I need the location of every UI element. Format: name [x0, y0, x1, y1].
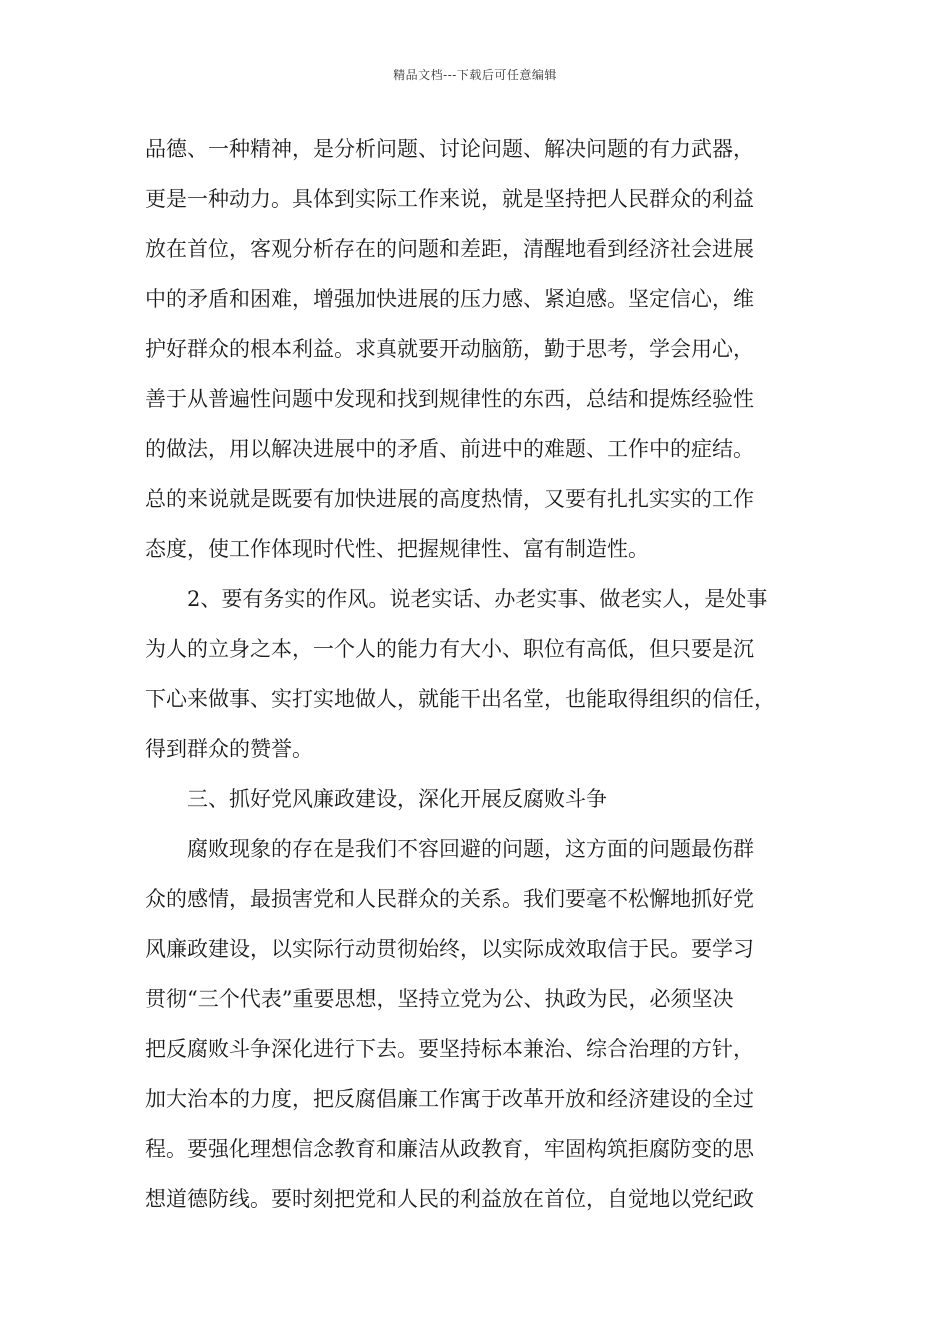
page-header: 精品文档---下载后可任意编辑 — [393, 68, 557, 82]
text-line: 贯彻“三个代表”重要思想，坚持立党为公、执政为民，必须坚决 — [145, 987, 734, 1011]
text-line: 加大治本的力度，把反腐倡廉工作寓于改革开放和经济建设的全过 — [145, 1087, 754, 1111]
text-line: 得到群众的赞誉。 — [145, 737, 313, 761]
section-heading: 三、抓好党风廉政建设，深化开展反腐败斗争 — [187, 787, 607, 811]
text-line: 为人的立身之本，一个人的能力有大小、职位有高低，但只要是沉 — [145, 637, 754, 661]
text-line: 放在首位，客观分析存在的问题和差距，清醒地看到经济社会进展 — [145, 237, 754, 261]
text-line: 更是一种动力。具体到实际工作来说，就是坚持把人民群众的利益 — [145, 187, 754, 211]
text-line: 总的来说就是既要有加快进展的高度热情，又要有扎扎实实的工作 — [145, 487, 754, 511]
text-line: 众的感情，最损害党和人民群众的关系。我们要毫不松懈地抓好党 — [145, 887, 754, 911]
paragraph-start-line: 腐败现象的存在是我们不容回避的问题，这方面的问题最伤群 — [187, 837, 754, 861]
text-line: 中的矛盾和困难，增强加快进展的压力感、紧迫感。坚定信心，维 — [145, 287, 754, 311]
text-line: 想道德防线。要时刻把党和人民的利益放在首位，自觉地以党纪政 — [145, 1187, 754, 1211]
text-line: 护好群众的根本利益。求真就要开动脑筋，勤于思考，学会用心， — [145, 337, 754, 361]
text-line: 的做法，用以解决进展中的矛盾、前进中的难题、工作中的症结。 — [145, 437, 754, 461]
paragraph-start-line: 2、要有务实的作风。说老实话、办老实事、做老实人，是处事 — [187, 587, 768, 611]
text-line: 风廉政建设，以实际行动贯彻始终，以实际成效取信于民。要学习 — [145, 937, 754, 961]
text-line: 态度，使工作体现时代性、把握规律性、富有制造性。 — [145, 537, 649, 561]
text-line: 下心来做事、实打实地做人，就能干出名堂，也能取得组织的信任， — [145, 687, 775, 711]
text-line: 把反腐败斗争深化进行下去。要坚持标本兼治、综合治理的方针， — [145, 1037, 754, 1061]
text-line: 善于从普遍性问题中发现和找到规律性的东西，总结和提炼经验性 — [145, 387, 754, 411]
text-line: 程。要强化理想信念教育和廉洁从政教育，牢固构筑拒腐防变的思 — [145, 1137, 754, 1161]
text-line: 品德、一种精神，是分析问题、讨论问题、解决问题的有力武器， — [145, 137, 754, 161]
document-body — [145, 124, 835, 1224]
